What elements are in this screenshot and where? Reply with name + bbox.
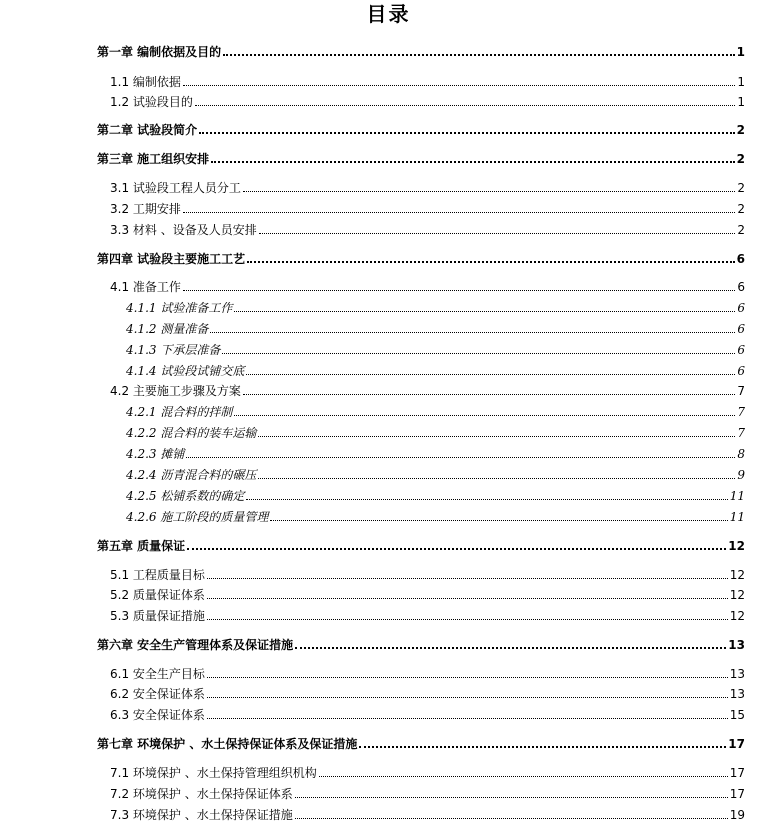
dot-leader <box>258 435 735 437</box>
dot-leader <box>258 477 735 479</box>
dot-leader <box>207 618 728 620</box>
toc-entry-page-number: 12 <box>729 568 745 582</box>
toc-entry-page-number: 9 <box>737 468 745 482</box>
dot-leader <box>207 696 728 698</box>
toc-entry-page-number: 13 <box>729 667 745 681</box>
toc-title: 目录 <box>366 2 411 26</box>
toc-entry-title: 1.1 编制依据 <box>110 75 181 89</box>
toc-entry-sub[interactable] <box>126 509 745 525</box>
toc-entry-title: 6.3 安全保证体系 <box>110 708 205 722</box>
dot-leader <box>207 717 728 719</box>
dot-leader <box>246 498 727 500</box>
toc-entry-page-number: 2 <box>737 181 745 195</box>
toc-entry-page-number: 15 <box>729 708 745 722</box>
toc-entry-page-number: 11 <box>729 489 745 503</box>
dot-leader <box>199 131 734 134</box>
dot-leader <box>183 84 735 86</box>
toc-entry-page-number: 6 <box>736 252 745 266</box>
toc-entry-page-number: 8 <box>737 447 745 461</box>
toc-entry-page-number: 6 <box>737 343 745 357</box>
dot-leader <box>195 104 735 106</box>
toc-entry-title: 5.1 工程质量目标 <box>110 568 205 582</box>
toc-entry-title: 4.2.3 摊铺 <box>126 447 185 461</box>
dot-leader <box>210 331 735 333</box>
toc-entry-page-number: 1 <box>736 45 745 59</box>
toc-entry-page-number: 2 <box>736 123 745 137</box>
toc-entry-title: 4.2.6 施工阶段的质量管理 <box>126 510 269 524</box>
dot-leader <box>207 597 728 599</box>
toc-entry-section[interactable] <box>110 587 745 603</box>
toc-entry-page-number: 7 <box>737 405 745 419</box>
toc-entry-section[interactable] <box>110 707 745 723</box>
toc-entry-section[interactable] <box>110 686 745 702</box>
toc-entry-title: 4.1.1 试验准备工作 <box>126 301 233 315</box>
toc-entry-title: 4.2.2 混合料的装车运输 <box>126 426 257 440</box>
dot-leader <box>295 796 728 798</box>
toc-entry-page-number: 17 <box>729 766 745 780</box>
dot-leader <box>270 519 727 521</box>
toc-entry-chapter[interactable] <box>97 637 745 653</box>
toc-entry-title: 第六章 安全生产管理体系及保证措施 <box>97 638 294 652</box>
toc-entry-section[interactable] <box>110 222 745 238</box>
toc-entry-page-number: 6 <box>737 301 745 315</box>
toc-entry-page-number: 17 <box>729 787 745 801</box>
toc-entry-title: 4.1.2 测量准备 <box>126 322 209 336</box>
dot-leader <box>207 577 728 579</box>
dot-leader <box>187 547 726 550</box>
toc-entry-title: 3.3 材料 、设备及人员安排 <box>110 223 257 237</box>
dot-leader <box>246 373 735 375</box>
toc-entry-sub[interactable] <box>126 446 745 462</box>
toc-entry-page-number: 2 <box>736 152 745 166</box>
toc-entry-title: 3.1 试验段工程人员分工 <box>110 181 241 195</box>
dot-leader <box>183 211 735 213</box>
toc-entry-page-number: 12 <box>728 539 745 553</box>
toc-entry-page-number: 11 <box>729 510 745 524</box>
toc-entry-section[interactable] <box>110 74 745 90</box>
toc-entry-title: 6.1 安全生产目标 <box>110 667 205 681</box>
toc-entry-title: 3.2 工期安排 <box>110 202 181 216</box>
toc-entry-sub[interactable] <box>126 321 745 337</box>
toc-entry-page-number: 19 <box>729 808 745 822</box>
toc-entry-title: 5.2 质量保证体系 <box>110 588 205 602</box>
toc-entry-title: 4.1.4 试验段试铺交底 <box>126 364 245 378</box>
toc-entry-chapter[interactable] <box>97 44 745 60</box>
toc-entry-sub[interactable] <box>126 300 745 316</box>
toc-entry-section[interactable] <box>110 786 745 802</box>
toc-entry-sub[interactable] <box>126 342 745 358</box>
toc-entry-section[interactable] <box>110 201 745 217</box>
dot-leader <box>223 53 734 56</box>
toc-entry-chapter[interactable] <box>97 122 745 138</box>
toc-entry-title: 7.3 环境保护 、水土保持保证措施 <box>110 808 293 822</box>
dot-leader <box>234 310 735 312</box>
toc-entry-section[interactable] <box>110 180 745 196</box>
toc-entry-sub[interactable] <box>126 467 745 483</box>
toc-entry-section[interactable] <box>110 383 745 399</box>
dot-leader <box>295 817 728 819</box>
toc-entry-page-number: 1 <box>737 75 745 89</box>
toc-entry-title: 5.3 质量保证措施 <box>110 609 205 623</box>
toc-entry-section[interactable] <box>110 608 745 624</box>
toc-entry-title: 第五章 质量保证 <box>97 539 186 553</box>
toc-entry-page-number: 7 <box>737 426 745 440</box>
toc-entry-title: 4.1.3 下承层准备 <box>126 343 221 357</box>
dot-leader <box>183 289 735 291</box>
toc-entry-title: 第一章 编制依据及目的 <box>97 45 222 59</box>
dot-leader <box>186 456 735 458</box>
toc-entry-page-number: 12 <box>729 609 745 623</box>
toc-entry-section[interactable] <box>110 279 745 295</box>
toc-entry-page-number: 13 <box>728 638 745 652</box>
dot-leader <box>211 160 734 163</box>
dot-leader <box>243 393 735 395</box>
toc-entry-chapter[interactable] <box>97 538 745 554</box>
toc-entry-title: 4.2 主要施工步骤及方案 <box>110 384 241 398</box>
toc-entry-section[interactable] <box>110 567 745 583</box>
toc-entry-title: 4.1 准备工作 <box>110 280 181 294</box>
dot-leader <box>222 352 735 354</box>
toc-entry-title: 7.1 环境保护 、水土保持管理组织机构 <box>110 766 317 780</box>
toc-entry-page-number: 6 <box>737 322 745 336</box>
toc-entry-title: 第四章 试验段主要施工工艺 <box>97 252 246 266</box>
toc-entry-sub[interactable] <box>126 425 745 441</box>
toc-entry-sub[interactable] <box>126 404 745 420</box>
toc-entry-page-number: 12 <box>729 588 745 602</box>
dot-leader <box>259 232 735 234</box>
toc-entry-page-number: 13 <box>729 687 745 701</box>
toc-entry-chapter[interactable] <box>97 736 745 752</box>
dot-leader <box>319 775 728 777</box>
dot-leader <box>359 745 726 748</box>
toc-entry-page-number: 1 <box>737 95 745 109</box>
toc-entry-sub[interactable] <box>126 363 745 379</box>
toc-entry-title: 1.2 试验段目的 <box>110 95 193 109</box>
toc-entry-title: 第二章 试验段简介 <box>97 123 198 137</box>
toc-entry-sub[interactable] <box>126 488 745 504</box>
toc-entry-title: 7.2 环境保护 、水土保持保证体系 <box>110 787 293 801</box>
toc-entry-title: 第三章 施工组织安排 <box>97 152 210 166</box>
dot-leader <box>234 414 735 416</box>
dot-leader <box>247 260 734 263</box>
toc-entry-title: 4.2.5 松铺系数的确定 <box>126 489 245 503</box>
toc-entry-section[interactable] <box>110 807 745 823</box>
toc-entry-page-number: 6 <box>737 364 745 378</box>
toc-entry-title: 4.2.1 混合料的拌制 <box>126 405 233 419</box>
toc-entry-section[interactable] <box>110 765 745 781</box>
toc-entry-page-number: 2 <box>737 202 745 216</box>
toc-entry-title: 第七章 环境保护 、水土保持保证体系及保证措施 <box>97 737 358 751</box>
dot-leader <box>243 190 735 192</box>
toc-entry-section[interactable] <box>110 94 745 110</box>
toc-entry-page-number: 7 <box>737 384 745 398</box>
toc-entry-page-number: 17 <box>728 737 745 751</box>
toc-entry-page-number: 6 <box>737 280 745 294</box>
toc-entry-title: 6.2 安全保证体系 <box>110 687 205 701</box>
toc-entry-page-number: 2 <box>737 223 745 237</box>
toc-entry-chapter[interactable] <box>97 151 745 167</box>
toc-entry-section[interactable] <box>110 666 745 682</box>
dot-leader <box>207 676 728 678</box>
toc-entry-title: 4.2.4 沥青混合料的碾压 <box>126 468 257 482</box>
toc-entry-chapter[interactable] <box>97 251 745 267</box>
dot-leader <box>295 646 726 649</box>
